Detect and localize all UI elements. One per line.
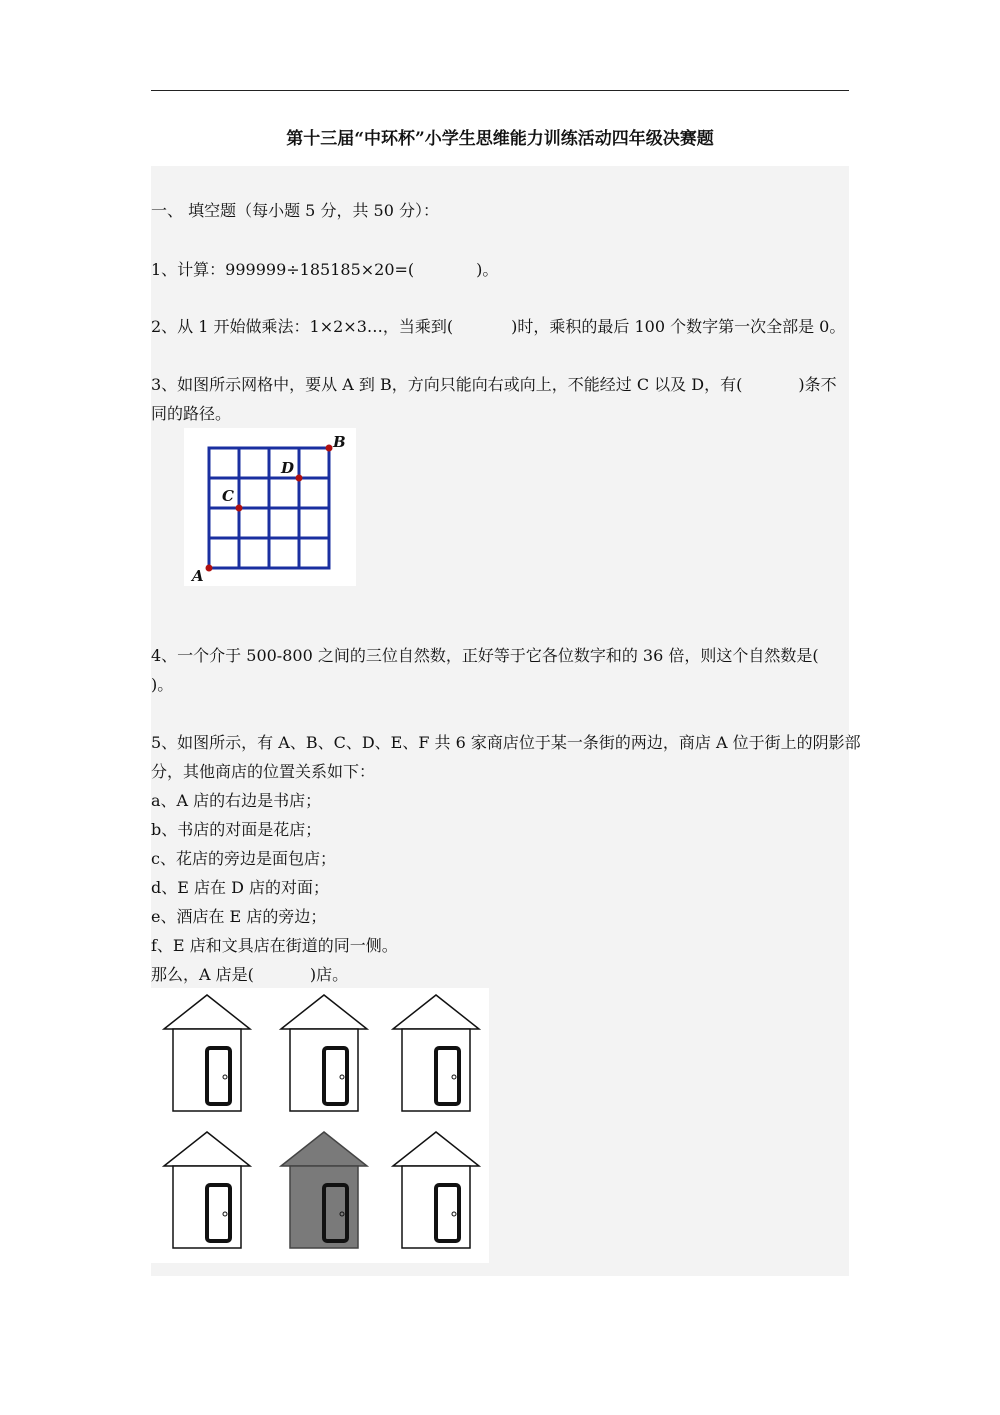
houses-diagram xyxy=(151,988,489,1263)
question-3-line2: 同的路径。 xyxy=(151,404,232,423)
q1-text: 1、计算：999999÷185185×20=( xyxy=(151,260,415,279)
point-b xyxy=(326,445,333,452)
question-5-line2: 分，其他商店的位置关系如下： xyxy=(151,762,376,781)
q3-text-end: )条不 xyxy=(798,375,837,394)
page-title: 第十三届“中环杯”小学生思维能力训练活动四年级决赛题 xyxy=(286,129,714,149)
houses-figure xyxy=(151,988,489,1263)
house-top-right xyxy=(393,995,479,1111)
grid-diagram xyxy=(184,428,356,586)
house-bottom-middle-shaded xyxy=(281,1132,367,1248)
point-c xyxy=(236,505,243,512)
condition-a: a、A 店的右边是书店； xyxy=(151,791,322,810)
q5-answer-end: )店。 xyxy=(309,965,349,984)
header-rule xyxy=(151,90,849,91)
question-4-line1: 4、一个介于 500-800 之间的三位自然数，正好等于它各位数字和的 36 倍，则这个自然数是( xyxy=(151,646,819,665)
label-d: D xyxy=(281,459,295,477)
house-top-middle xyxy=(281,995,367,1111)
q5-answer-text: 那么，A 店是( xyxy=(151,965,254,984)
condition-e: e、酒店在 E 店的旁边； xyxy=(151,907,327,926)
section-heading: 一、 填空题（每小题 5 分，共 50 分）： xyxy=(151,201,439,220)
condition-d: d、E 店在 D 店的对面； xyxy=(151,878,330,897)
q1-text-end: )。 xyxy=(476,260,499,279)
label-b: B xyxy=(333,433,346,451)
condition-b: b、书店的对面是花店； xyxy=(151,820,322,839)
house-bottom-right xyxy=(393,1132,479,1248)
condition-f: f、E 店和文具店在街道的同一侧。 xyxy=(151,936,398,955)
question-4-line2: )。 xyxy=(151,675,174,694)
question-2 xyxy=(151,312,851,341)
house-bottom-left xyxy=(164,1132,250,1248)
house-top-left xyxy=(164,995,250,1111)
point-d xyxy=(296,475,303,482)
q3-text: 3、如图所示网格中，要从 A 到 B，方向只能向右或向上，不能经过 C 以及 D，有( xyxy=(151,375,743,394)
question-3-line1 xyxy=(151,370,851,399)
question-5-line1: 5、如图所示，有 A、B、C、D、E、F 共 6 家商店位于某一条街的两边，商店 A 位于街上的阴影部 xyxy=(151,733,861,752)
q2-text-end: )时，乘积的最后 100 个数字第一次全部是 0。 xyxy=(511,317,846,336)
grid-figure xyxy=(184,428,356,586)
q2-text: 2、从 1 开始做乘法：1×2×3…，当乘到( xyxy=(151,317,454,336)
label-a: A xyxy=(192,567,204,585)
condition-c: c、花店的旁边是面包店； xyxy=(151,849,336,868)
label-c: C xyxy=(222,487,234,505)
grid-lines xyxy=(209,448,329,568)
question-5-answer xyxy=(151,960,851,989)
question-1 xyxy=(151,255,851,284)
point-a xyxy=(206,565,213,572)
